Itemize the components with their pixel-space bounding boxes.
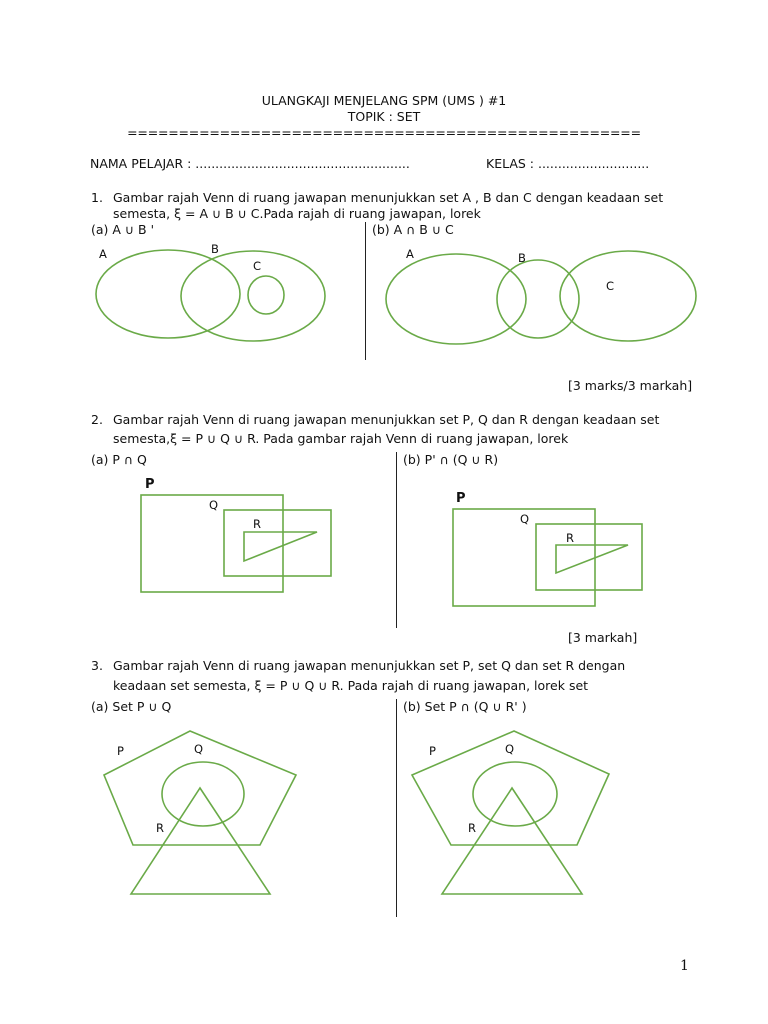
q2-part-a-label: (a) P ∩ Q	[91, 452, 147, 467]
student-name-field: NAMA PELAJAR : ......................................................	[90, 156, 410, 171]
q2-marks: [3 markah]	[568, 630, 638, 645]
worksheet-topic: TOPIK : SET	[347, 109, 421, 124]
q2a-label-r: R	[253, 517, 261, 531]
q2-text-line2: semesta,ξ = P ∪ Q ∪ R. Pada gambar rajah Venn di ruang jawapan, lorek	[113, 431, 569, 446]
q1-part-b-label: (b) A ∩ B ∪ C	[372, 222, 454, 237]
q3b-set-r-triangle	[442, 788, 582, 894]
q1-text-line2: semesta, ξ = A ∪ B ∪ C.Pada rajah di ruang jawapan, lorek	[113, 206, 481, 221]
q1a-label-c: C	[253, 259, 262, 273]
q1-marks: [3 marks/3 markah]	[568, 378, 693, 393]
q2-part-b-label: (b) P' ∩ (Q ∪ R)	[403, 452, 499, 467]
q3-part-b-label: (b) Set P ∩ (Q ∪ R' )	[403, 699, 527, 714]
class-field: KELAS : ............................	[486, 156, 650, 171]
q3b-label-p: P	[429, 744, 436, 758]
q2b-label-r: R	[566, 531, 574, 545]
q1-number: 1.	[91, 190, 103, 205]
q3b-venn	[412, 731, 609, 894]
q3a-label-q: Q	[194, 742, 204, 756]
q1-text-line1: Gambar rajah Venn di ruang jawapan menunjukkan set A , B dan C dengan keadaan set	[113, 190, 664, 205]
page-number: 1	[680, 958, 689, 974]
q2a-label-q: Q	[209, 498, 219, 512]
q1-part-a-label: (a) A ∪ B '	[91, 222, 155, 237]
q3a-label-r: R	[156, 821, 164, 835]
q3a-label-p: P	[117, 744, 124, 758]
q2b-label-p: P	[456, 491, 466, 506]
q2a-label-p: P	[145, 477, 155, 492]
header-separator: ==================================================	[127, 125, 641, 140]
q3b-label-q: Q	[505, 742, 515, 756]
q1b-label-c: C	[606, 279, 615, 293]
q1a-label-a: A	[99, 247, 107, 261]
worksheet-title: ULANGKAJI MENJELANG SPM (UMS ) #1	[261, 93, 507, 108]
q2-number: 2.	[91, 412, 103, 427]
q3-number: 3.	[91, 658, 103, 673]
q3a-venn	[104, 731, 296, 894]
q3a-set-q-circle	[162, 762, 244, 826]
q3-text-line2: keadaan set semesta, ξ = P ∪ Q ∪ R. Pada rajah di ruang jawapan, lorek set	[113, 678, 589, 693]
q1a-label-b: B	[211, 242, 219, 256]
q1b-label-b: B	[518, 251, 526, 265]
q3-text-line1: Gambar rajah Venn di ruang jawapan menunjukkan set P, set Q dan set R dengan	[113, 658, 626, 673]
q3b-label-r: R	[468, 821, 476, 835]
q3-part-a-label: (a) Set P ∪ Q	[91, 699, 172, 714]
q3a-set-r-triangle	[131, 788, 270, 894]
q2b-label-q: Q	[520, 512, 530, 526]
q3b-set-q-circle	[473, 762, 557, 826]
q2-text-line1: Gambar rajah Venn di ruang jawapan menunjukkan set P, Q dan R dengan keadaan set	[113, 412, 660, 427]
q1b-label-a: A	[406, 247, 414, 261]
